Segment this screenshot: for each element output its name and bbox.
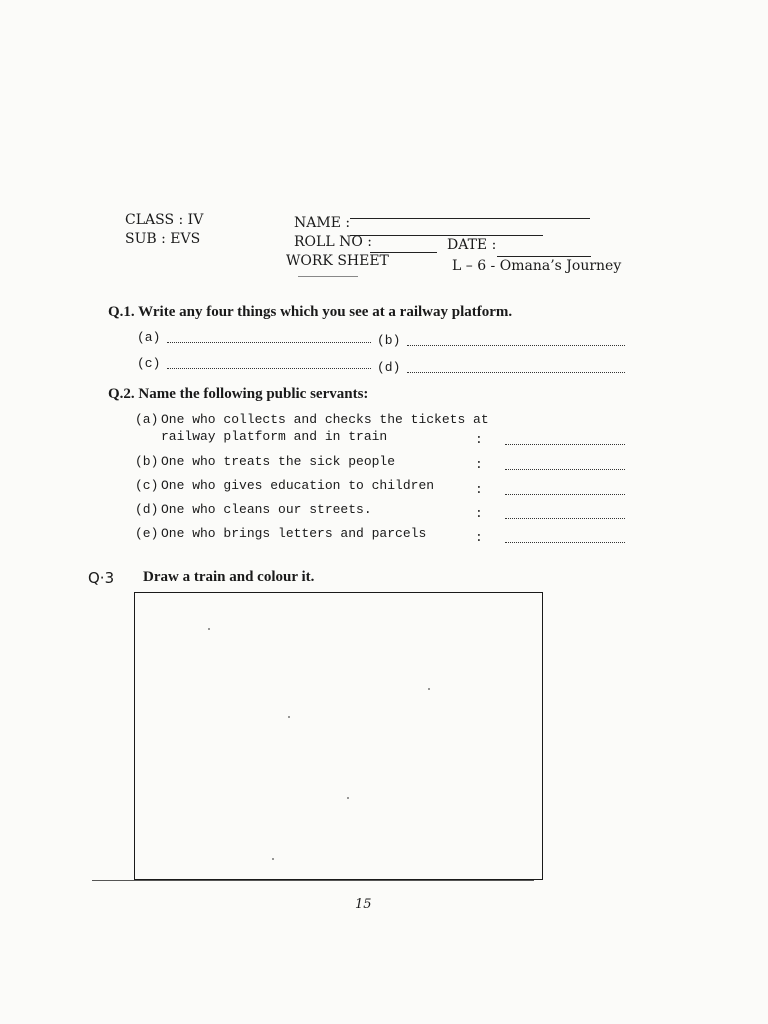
q2-item-b-text: One who treats the sick people: [161, 454, 396, 469]
q1-blank-a[interactable]: [167, 342, 371, 343]
name-label: NAME :: [294, 215, 351, 231]
q2-item-c-colon: :: [475, 482, 483, 497]
q2-item-b-colon: :: [475, 457, 483, 472]
scan-speck: [347, 797, 349, 799]
q2-item-d-label: (d): [135, 502, 159, 517]
q2-question: Q.2. Name the following public servants:: [108, 386, 369, 402]
roll-number-label: ROLL NO :: [294, 234, 372, 250]
worksheet-label: WORK SHEET: [286, 253, 389, 269]
page-number: 15: [355, 897, 372, 912]
q1-blank-b-label: (b): [377, 333, 401, 348]
class-label: CLASS : IV: [125, 212, 204, 228]
lesson-label: L – 6 - Omana’s Journey: [452, 258, 622, 274]
name-line-top: [350, 218, 590, 219]
subject-label: SUB : EVS: [125, 231, 201, 247]
q1-blank-c-label: (c): [137, 356, 161, 371]
worksheet-underline: [298, 276, 358, 277]
q3-number: Q·3: [88, 569, 115, 587]
q2-item-d-text: One who cleans our streets.: [161, 502, 372, 517]
q2-item-a-label: (a): [135, 412, 159, 427]
q2-item-e-colon: :: [475, 530, 483, 545]
date-label: DATE :: [447, 237, 497, 253]
q2-answer-b[interactable]: [505, 469, 625, 470]
q3-question: Draw a train and colour it.: [143, 569, 315, 585]
drawing-box[interactable]: [134, 592, 543, 880]
q1-blank-c[interactable]: [167, 368, 371, 369]
q2-item-e-label: (e): [135, 526, 159, 541]
scan-speck: [288, 716, 290, 718]
q2-item-a-text-cont: railway platform and in train: [161, 429, 388, 444]
q1-blank-d-label: (d): [377, 360, 401, 375]
scan-speck: [428, 688, 430, 690]
q2-item-a-colon: :: [475, 432, 483, 447]
q2-item-c-label: (c): [135, 478, 159, 493]
q1-blank-d[interactable]: [407, 372, 625, 373]
scan-speck: [272, 858, 274, 860]
q2-item-d-colon: :: [475, 506, 483, 521]
bottom-rule: [92, 880, 534, 881]
q1-blank-b[interactable]: [407, 345, 625, 346]
date-field-line[interactable]: [497, 256, 591, 257]
q1-blank-a-label: (a): [137, 330, 161, 345]
name-field-line[interactable]: [350, 235, 543, 236]
q2-answer-c[interactable]: [505, 494, 625, 495]
q2-answer-a[interactable]: [505, 444, 625, 445]
q2-item-b-label: (b): [135, 454, 159, 469]
q2-answer-e[interactable]: [505, 542, 625, 543]
q2-item-c-text: One who gives education to children: [161, 478, 435, 493]
q2-item-a-text: One who collects and checks the tickets at: [161, 412, 489, 427]
q2-answer-d[interactable]: [505, 518, 625, 519]
q2-item-e-text: One who brings letters and parcels: [161, 526, 427, 541]
scan-speck: [208, 628, 210, 630]
q1-question: Q.1. Write any four things which you see at a railway platform.: [108, 304, 513, 320]
